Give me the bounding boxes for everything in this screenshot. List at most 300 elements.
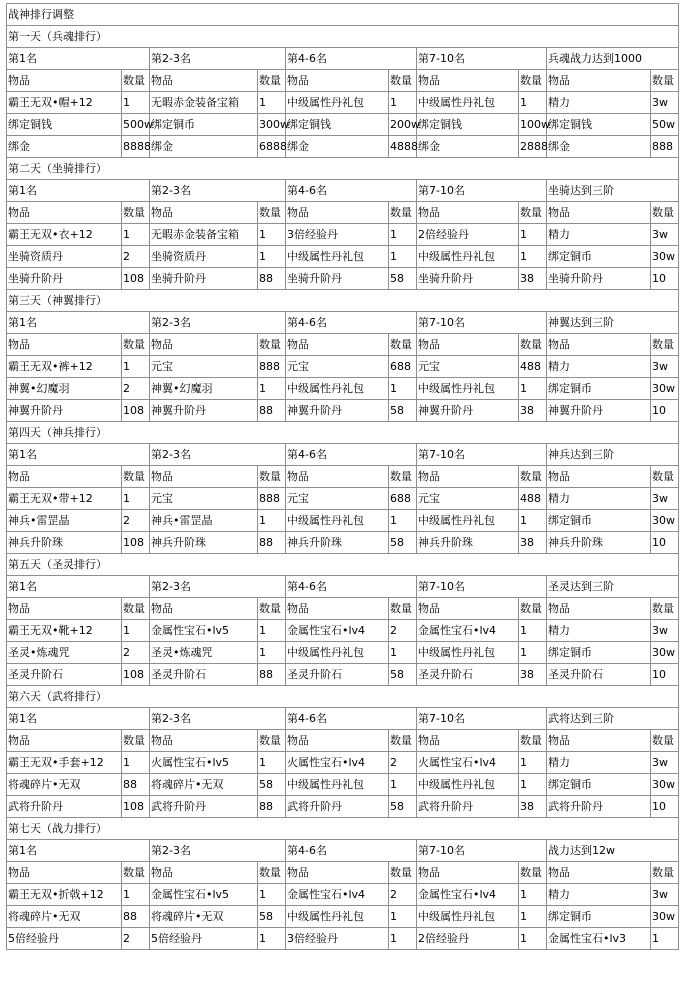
item-quantity-cell: 58 [389, 400, 417, 422]
item-column-header: 物品 [547, 466, 651, 488]
item-name-cell: 中级属性丹礼包 [286, 774, 389, 796]
item-column-header: 物品 [7, 598, 122, 620]
tier-label: 圣灵达到三阶 [547, 576, 679, 598]
day-header-row [7, 554, 679, 576]
quantity-column-header: 数量 [389, 202, 417, 224]
item-quantity-cell: 2888 [519, 136, 547, 158]
item-name-cell: 绑定铜钱 [417, 114, 519, 136]
tier-label: 第7-10名 [417, 708, 547, 730]
table-row [7, 532, 679, 554]
item-name-cell: 圣灵升阶石 [417, 664, 519, 686]
item-name-cell: 火属性宝石•lv5 [150, 752, 258, 774]
tier-label: 第2-3名 [150, 180, 286, 202]
item-name-cell: 绑定铜钱 [7, 114, 122, 136]
item-quantity-cell: 1 [258, 510, 286, 532]
item-name-cell: 中级属性丹礼包 [286, 246, 389, 268]
item-name-cell: 坐骑升阶丹 [547, 268, 651, 290]
item-quantity-cell: 1 [122, 752, 150, 774]
table-row [7, 928, 679, 950]
item-quantity-cell: 8888 [122, 136, 150, 158]
item-quantity-cell: 30w [651, 378, 679, 400]
item-name-cell: 圣灵•炼魂咒 [7, 642, 122, 664]
tier-label: 第1名 [7, 840, 150, 862]
item-name-cell: 中级属性丹礼包 [417, 378, 519, 400]
item-quantity-cell: 3w [651, 92, 679, 114]
item-quantity-cell: 38 [519, 532, 547, 554]
tier-label: 第1名 [7, 48, 150, 70]
item-name-cell: 中级属性丹礼包 [417, 906, 519, 928]
item-quantity-cell: 1 [258, 928, 286, 950]
item-name-cell: 神兵•雷罡晶 [7, 510, 122, 532]
item-name-cell: 神翼•幻魔羽 [150, 378, 258, 400]
tier-row [7, 180, 679, 202]
item-name-cell: 圣灵升阶石 [547, 664, 651, 686]
item-quantity-cell: 38 [519, 796, 547, 818]
item-quantity-cell: 58 [258, 774, 286, 796]
tier-label: 第4-6名 [286, 180, 417, 202]
item-name-cell: 中级属性丹礼包 [286, 92, 389, 114]
item-quantity-cell: 1 [519, 224, 547, 246]
item-name-cell: 中级属性丹礼包 [286, 378, 389, 400]
table-row [7, 906, 679, 928]
item-column-header: 物品 [150, 598, 258, 620]
tier-label: 第7-10名 [417, 180, 547, 202]
item-quantity-cell: 30w [651, 774, 679, 796]
item-quantity-cell: 1 [389, 510, 417, 532]
item-name-cell: 中级属性丹礼包 [417, 774, 519, 796]
tier-label: 第4-6名 [286, 444, 417, 466]
column-header-row [7, 862, 679, 884]
item-quantity-cell: 1 [519, 92, 547, 114]
item-quantity-cell: 88 [122, 906, 150, 928]
item-quantity-cell: 10 [651, 268, 679, 290]
tier-label: 第7-10名 [417, 840, 547, 862]
tier-label: 第2-3名 [150, 576, 286, 598]
item-name-cell: 绑金 [286, 136, 389, 158]
quantity-column-header: 数量 [122, 70, 150, 92]
item-column-header: 物品 [286, 334, 389, 356]
item-quantity-cell: 1 [122, 224, 150, 246]
quantity-column-header: 数量 [519, 334, 547, 356]
item-quantity-cell: 3w [651, 356, 679, 378]
item-quantity-cell: 1 [258, 620, 286, 642]
quantity-column-header: 数量 [651, 466, 679, 488]
item-name-cell: 元宝 [286, 488, 389, 510]
item-quantity-cell: 50w [651, 114, 679, 136]
item-name-cell: 中级属性丹礼包 [286, 510, 389, 532]
tier-label: 第1名 [7, 708, 150, 730]
item-quantity-cell: 1 [389, 642, 417, 664]
item-quantity-cell: 1 [258, 246, 286, 268]
item-name-cell: 霸王无双•裤+12 [7, 356, 122, 378]
item-column-header: 物品 [417, 334, 519, 356]
item-name-cell: 坐骑升阶丹 [417, 268, 519, 290]
quantity-column-header: 数量 [122, 202, 150, 224]
item-name-cell: 武将升阶丹 [7, 796, 122, 818]
quantity-column-header: 数量 [122, 730, 150, 752]
day-title: 第二天（坐骑排行） [7, 158, 679, 180]
item-column-header: 物品 [286, 202, 389, 224]
item-quantity-cell: 1 [519, 510, 547, 532]
item-column-header: 物品 [547, 202, 651, 224]
item-column-header: 物品 [286, 862, 389, 884]
item-quantity-cell: 1 [122, 488, 150, 510]
item-name-cell: 神翼升阶丹 [417, 400, 519, 422]
item-column-header: 物品 [417, 730, 519, 752]
item-name-cell: 中级属性丹礼包 [417, 92, 519, 114]
item-column-header: 物品 [547, 730, 651, 752]
item-quantity-cell: 3w [651, 884, 679, 906]
quantity-column-header: 数量 [122, 862, 150, 884]
item-quantity-cell: 1 [389, 378, 417, 400]
day-header-row [7, 818, 679, 840]
quantity-column-header: 数量 [389, 70, 417, 92]
item-name-cell: 将魂碎片•无双 [150, 906, 258, 928]
item-quantity-cell: 1 [258, 378, 286, 400]
item-quantity-cell: 3w [651, 224, 679, 246]
item-name-cell: 元宝 [150, 488, 258, 510]
item-name-cell: 金属性宝石•lv3 [547, 928, 651, 950]
item-quantity-cell: 100w [519, 114, 547, 136]
day-title: 第六天（武将排行） [7, 686, 679, 708]
quantity-column-header: 数量 [519, 466, 547, 488]
item-quantity-cell: 10 [651, 400, 679, 422]
item-name-cell: 武将升阶丹 [286, 796, 389, 818]
item-quantity-cell: 58 [389, 532, 417, 554]
item-quantity-cell: 488 [519, 356, 547, 378]
item-name-cell: 神翼升阶丹 [286, 400, 389, 422]
item-column-header: 物品 [150, 202, 258, 224]
table-row [7, 620, 679, 642]
table-row [7, 224, 679, 246]
tier-label: 兵魂战力达到1000 [547, 48, 679, 70]
item-quantity-cell: 2 [122, 378, 150, 400]
item-quantity-cell: 38 [519, 268, 547, 290]
item-quantity-cell: 888 [651, 136, 679, 158]
item-name-cell: 神翼升阶丹 [150, 400, 258, 422]
item-name-cell: 元宝 [150, 356, 258, 378]
item-quantity-cell: 30w [651, 246, 679, 268]
item-name-cell: 绑定铜钱 [286, 114, 389, 136]
item-name-cell: 神兵•雷罡晶 [150, 510, 258, 532]
tier-label: 第2-3名 [150, 840, 286, 862]
item-name-cell: 绑定铜钱 [547, 114, 651, 136]
item-quantity-cell: 4888 [389, 136, 417, 158]
tier-row [7, 312, 679, 334]
item-quantity-cell: 108 [122, 532, 150, 554]
item-name-cell: 将魂碎片•无双 [7, 774, 122, 796]
item-quantity-cell: 58 [258, 906, 286, 928]
item-quantity-cell: 88 [258, 532, 286, 554]
item-column-header: 物品 [417, 70, 519, 92]
item-column-header: 物品 [7, 466, 122, 488]
item-quantity-cell: 58 [389, 664, 417, 686]
item-quantity-cell: 30w [651, 510, 679, 532]
item-quantity-cell: 108 [122, 268, 150, 290]
item-name-cell: 将魂碎片•无双 [7, 906, 122, 928]
column-header-row [7, 70, 679, 92]
item-name-cell: 2倍经验丹 [417, 928, 519, 950]
quantity-column-header: 数量 [258, 862, 286, 884]
tier-label: 第4-6名 [286, 576, 417, 598]
item-column-header: 物品 [7, 862, 122, 884]
item-column-header: 物品 [547, 862, 651, 884]
item-quantity-cell: 3w [651, 752, 679, 774]
tier-label: 第2-3名 [150, 708, 286, 730]
item-quantity-cell: 300w [258, 114, 286, 136]
tier-label: 第2-3名 [150, 312, 286, 334]
day-title: 第七天（战力排行） [7, 818, 679, 840]
item-name-cell: 3倍经验丹 [286, 224, 389, 246]
table-body [7, 4, 679, 950]
item-name-cell: 无暇赤金装备宝箱 [150, 92, 258, 114]
item-quantity-cell: 1 [389, 774, 417, 796]
quantity-column-header: 数量 [651, 862, 679, 884]
item-quantity-cell: 2 [389, 884, 417, 906]
table-row [7, 246, 679, 268]
item-quantity-cell: 108 [122, 796, 150, 818]
item-quantity-cell: 1 [519, 246, 547, 268]
item-quantity-cell: 3w [651, 488, 679, 510]
quantity-column-header: 数量 [258, 466, 286, 488]
tier-label: 第1名 [7, 576, 150, 598]
item-quantity-cell: 108 [122, 664, 150, 686]
item-column-header: 物品 [7, 202, 122, 224]
item-quantity-cell: 1 [519, 884, 547, 906]
quantity-column-header: 数量 [651, 598, 679, 620]
item-name-cell: 绑定铜币 [547, 378, 651, 400]
item-quantity-cell: 1 [122, 356, 150, 378]
item-name-cell: 元宝 [286, 356, 389, 378]
item-name-cell: 金属性宝石•lv4 [417, 884, 519, 906]
item-name-cell: 中级属性丹礼包 [286, 906, 389, 928]
item-quantity-cell: 2 [122, 510, 150, 532]
tier-label: 第4-6名 [286, 708, 417, 730]
tier-label: 第2-3名 [150, 444, 286, 466]
item-column-header: 物品 [417, 598, 519, 620]
day-header-row [7, 422, 679, 444]
quantity-column-header: 数量 [519, 202, 547, 224]
item-column-header: 物品 [286, 598, 389, 620]
item-name-cell: 坐骑资质丹 [150, 246, 258, 268]
title-row [7, 4, 679, 26]
item-quantity-cell: 1 [389, 928, 417, 950]
item-name-cell: 霸王无双•靴+12 [7, 620, 122, 642]
item-quantity-cell: 10 [651, 796, 679, 818]
item-quantity-cell: 38 [519, 664, 547, 686]
item-quantity-cell: 88 [122, 774, 150, 796]
item-name-cell: 绑金 [417, 136, 519, 158]
item-column-header: 物品 [286, 466, 389, 488]
item-quantity-cell: 1 [519, 378, 547, 400]
item-name-cell: 绑金 [547, 136, 651, 158]
item-name-cell: 精力 [547, 884, 651, 906]
item-quantity-cell: 888 [258, 488, 286, 510]
item-quantity-cell: 1 [651, 928, 679, 950]
day-header-row [7, 290, 679, 312]
item-name-cell: 精力 [547, 488, 651, 510]
item-quantity-cell: 88 [258, 400, 286, 422]
item-name-cell: 金属性宝石•lv4 [417, 620, 519, 642]
tier-label: 坐骑达到三阶 [547, 180, 679, 202]
item-name-cell: 火属性宝石•lv4 [417, 752, 519, 774]
item-quantity-cell: 10 [651, 532, 679, 554]
item-name-cell: 3倍经验丹 [286, 928, 389, 950]
item-name-cell: 武将升阶丹 [547, 796, 651, 818]
table-row [7, 268, 679, 290]
item-column-header: 物品 [417, 202, 519, 224]
item-name-cell: 神翼•幻魔羽 [7, 378, 122, 400]
item-name-cell: 将魂碎片•无双 [150, 774, 258, 796]
item-name-cell: 武将升阶丹 [417, 796, 519, 818]
item-quantity-cell: 1 [389, 92, 417, 114]
item-name-cell: 武将升阶丹 [150, 796, 258, 818]
item-name-cell: 圣灵•炼魂咒 [150, 642, 258, 664]
item-name-cell: 精力 [547, 356, 651, 378]
item-name-cell: 5倍经验丹 [7, 928, 122, 950]
item-quantity-cell: 38 [519, 400, 547, 422]
item-name-cell: 神翼升阶丹 [7, 400, 122, 422]
item-name-cell: 金属性宝石•lv4 [286, 620, 389, 642]
tier-label: 第7-10名 [417, 48, 547, 70]
item-column-header: 物品 [7, 730, 122, 752]
item-name-cell: 坐骑资质丹 [7, 246, 122, 268]
item-name-cell: 元宝 [417, 356, 519, 378]
tier-label: 第4-6名 [286, 312, 417, 334]
tier-label: 第1名 [7, 312, 150, 334]
item-column-header: 物品 [7, 334, 122, 356]
day-title: 第五天（圣灵排行） [7, 554, 679, 576]
item-name-cell: 霸王无双•带+12 [7, 488, 122, 510]
quantity-column-header: 数量 [651, 730, 679, 752]
item-name-cell: 绑金 [150, 136, 258, 158]
item-quantity-cell: 2 [122, 246, 150, 268]
item-name-cell: 神兵升阶珠 [286, 532, 389, 554]
tier-row [7, 576, 679, 598]
item-name-cell: 中级属性丹礼包 [417, 510, 519, 532]
tier-label: 战力达到12w [547, 840, 679, 862]
item-name-cell: 神翼升阶丹 [547, 400, 651, 422]
item-name-cell: 霸王无双•衣+12 [7, 224, 122, 246]
item-name-cell: 神兵升阶珠 [150, 532, 258, 554]
table-row [7, 114, 679, 136]
quantity-column-header: 数量 [519, 598, 547, 620]
item-quantity-cell: 2 [389, 620, 417, 642]
item-column-header: 物品 [150, 70, 258, 92]
item-quantity-cell: 488 [519, 488, 547, 510]
quantity-column-header: 数量 [389, 730, 417, 752]
day-title: 第一天（兵魂排行） [7, 26, 679, 48]
item-name-cell: 精力 [547, 224, 651, 246]
quantity-column-header: 数量 [389, 466, 417, 488]
quantity-column-header: 数量 [122, 466, 150, 488]
item-quantity-cell: 88 [258, 796, 286, 818]
tier-row [7, 48, 679, 70]
item-name-cell: 绑定铜币 [547, 906, 651, 928]
item-quantity-cell: 1 [258, 642, 286, 664]
item-quantity-cell: 88 [258, 664, 286, 686]
tier-row [7, 840, 679, 862]
day-header-row [7, 686, 679, 708]
item-name-cell: 5倍经验丹 [150, 928, 258, 950]
item-name-cell: 中级属性丹礼包 [286, 642, 389, 664]
quantity-column-header: 数量 [389, 598, 417, 620]
table-row [7, 664, 679, 686]
page-title: 战神排行调整 [7, 4, 679, 26]
item-name-cell: 绑定铜币 [547, 642, 651, 664]
item-quantity-cell: 1 [519, 620, 547, 642]
item-column-header: 物品 [547, 70, 651, 92]
item-column-header: 物品 [7, 70, 122, 92]
tier-label: 第7-10名 [417, 312, 547, 334]
item-name-cell: 坐骑升阶丹 [150, 268, 258, 290]
item-name-cell: 精力 [547, 752, 651, 774]
item-column-header: 物品 [150, 730, 258, 752]
item-quantity-cell: 1 [519, 774, 547, 796]
item-name-cell: 绑定铜币 [150, 114, 258, 136]
item-name-cell: 绑定铜币 [547, 510, 651, 532]
table-row [7, 92, 679, 114]
item-quantity-cell: 1 [519, 752, 547, 774]
item-quantity-cell: 1 [389, 906, 417, 928]
table-row [7, 884, 679, 906]
item-quantity-cell: 1 [122, 884, 150, 906]
item-quantity-cell: 6888 [258, 136, 286, 158]
item-column-header: 物品 [286, 730, 389, 752]
table-row [7, 136, 679, 158]
item-quantity-cell: 3w [651, 620, 679, 642]
quantity-column-header: 数量 [122, 334, 150, 356]
tier-label: 第1名 [7, 180, 150, 202]
item-quantity-cell: 58 [389, 796, 417, 818]
quantity-column-header: 数量 [258, 202, 286, 224]
item-quantity-cell: 2 [122, 642, 150, 664]
day-title: 第四天（神兵排行） [7, 422, 679, 444]
quantity-column-header: 数量 [519, 862, 547, 884]
column-header-row [7, 598, 679, 620]
item-column-header: 物品 [150, 862, 258, 884]
day-title: 第三天（神翼排行） [7, 290, 679, 312]
tier-label: 第2-3名 [150, 48, 286, 70]
item-name-cell: 霸王无双•折戟+12 [7, 884, 122, 906]
item-quantity-cell: 1 [519, 642, 547, 664]
item-column-header: 物品 [547, 598, 651, 620]
column-header-row [7, 202, 679, 224]
item-quantity-cell: 688 [389, 356, 417, 378]
day-header-row [7, 158, 679, 180]
item-name-cell: 圣灵升阶石 [286, 664, 389, 686]
item-name-cell: 绑金 [7, 136, 122, 158]
item-quantity-cell: 1 [389, 224, 417, 246]
column-header-row [7, 334, 679, 356]
table-row [7, 510, 679, 532]
quantity-column-header: 数量 [258, 70, 286, 92]
item-quantity-cell: 1 [258, 752, 286, 774]
item-name-cell: 精力 [547, 620, 651, 642]
item-quantity-cell: 58 [389, 268, 417, 290]
item-name-cell: 金属性宝石•lv4 [286, 884, 389, 906]
table-row [7, 642, 679, 664]
item-column-header: 物品 [417, 862, 519, 884]
item-quantity-cell: 88 [258, 268, 286, 290]
item-column-header: 物品 [150, 334, 258, 356]
quantity-column-header: 数量 [389, 862, 417, 884]
item-quantity-cell: 1 [258, 224, 286, 246]
item-column-header: 物品 [547, 334, 651, 356]
quantity-column-header: 数量 [651, 202, 679, 224]
item-column-header: 物品 [286, 70, 389, 92]
tier-label: 第4-6名 [286, 840, 417, 862]
